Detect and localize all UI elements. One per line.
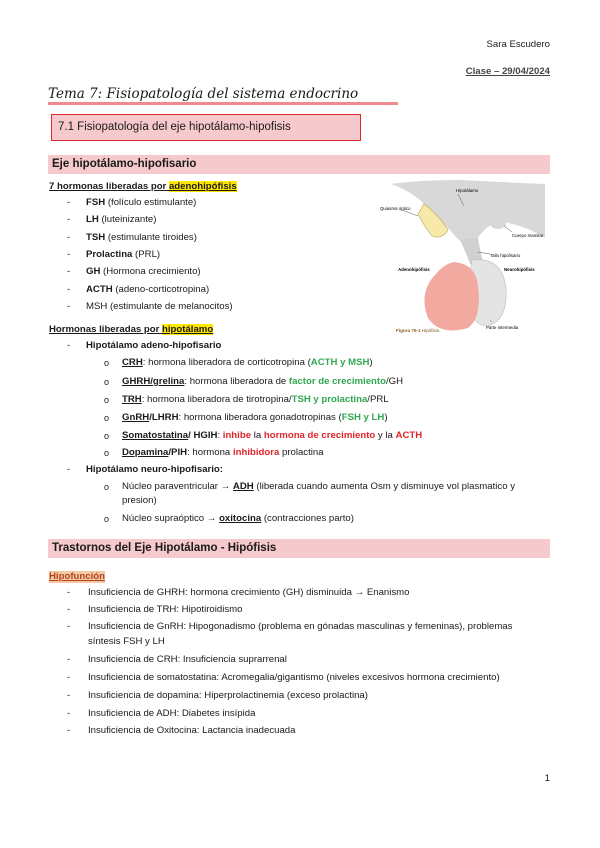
list-item-cont: síntesis FSH y LH bbox=[88, 636, 165, 647]
mammillary-shape bbox=[490, 219, 506, 229]
list-item: FSH (folículo estimulante) bbox=[86, 197, 197, 208]
list-item: Insuficiencia de CRH: Insuficiencia suprarrenal bbox=[88, 654, 287, 665]
author: Sara Escudero bbox=[486, 39, 550, 50]
figure-caption: Figura 75-1 Hipófisis. bbox=[396, 328, 441, 333]
label-chiasm: Quiasma óptico bbox=[380, 206, 411, 211]
list-item: Insuficiencia de GnRH: Hipogonadismo (problema en gónadas masculinas y femeninas), problemas bbox=[88, 621, 513, 632]
label-stalk: Tallo hipofisario bbox=[490, 253, 521, 258]
title-underline bbox=[48, 102, 398, 105]
somatostatina-item: Somatostatina/ HGIH: inhibe la hormona de crecimiento y la ACTH bbox=[122, 430, 423, 441]
pituitary-figure bbox=[380, 180, 550, 340]
list-item: ACTH (adeno-corticotropina) bbox=[86, 284, 210, 295]
trh-item: TRH: hormona liberadora de tirotropina/TSH y prolactina/PRL bbox=[122, 394, 389, 405]
list-item: Insuficiencia de dopamina: Hiperprolactinemia (exceso prolactina) bbox=[88, 690, 368, 701]
list-item: Insuficiencia de TRH: Hipotiroidismo bbox=[88, 604, 243, 615]
list-item: LH (luteinizante) bbox=[86, 214, 157, 225]
list-item: MSH (estimulante de melanocitos) bbox=[86, 301, 233, 312]
section-heading-eje: Eje hipotálamo-hipofisario bbox=[48, 155, 550, 174]
subtitle-box bbox=[51, 114, 361, 141]
label-mammillary: Cuerpo mamilar bbox=[512, 233, 544, 238]
label-hypothalamus: Hipotálamo bbox=[456, 188, 479, 193]
crh-item: CRH: hormona liberadora de corticotropina (ACTH y MSH) bbox=[122, 357, 373, 368]
ghrh-item: GHRH/grelina: hormona liberadora de factor de crecimiento/GH bbox=[122, 376, 404, 387]
list-item: TSH (estimulante tiroides) bbox=[86, 232, 197, 243]
hipofuncion-label: Hipofunción bbox=[49, 571, 105, 582]
adenohypophysis-shape bbox=[424, 262, 478, 330]
label-neuro: Neurohipófisis bbox=[504, 267, 535, 272]
adeno-hipo-label: Hipotálamo adeno-hipofisario bbox=[86, 340, 222, 351]
section-heading-trastornos: Trastornos del Eje Hipotálamo - Hipófisis bbox=[48, 539, 550, 558]
gnrh-item: GnRH/LHRH: hormona liberadora gonadotropinas (FSH y LH) bbox=[122, 412, 388, 423]
list-item: Insuficiencia de GHRH: hormona crecimiento (GH) disminuida → Enanismo bbox=[88, 587, 410, 598]
document-title: Tema 7: Fisiopatología del sistema endocrino bbox=[48, 86, 359, 102]
son-item: Núcleo supraóptico → oxitocina (contracciones parto) bbox=[122, 513, 354, 524]
label-pars: Parte intermedia bbox=[486, 325, 519, 330]
neuro-hipo-label: Hipotálamo neuro-hipofisario: bbox=[86, 464, 223, 475]
list-item: GH (Hormona crecimiento) bbox=[86, 266, 201, 277]
page-number: 1 bbox=[544, 773, 550, 784]
hipo-heading: Hormonas liberadas por hipotálamo bbox=[49, 324, 214, 335]
list-item: Insuficiencia de somatostatina: Acromegalia/gigantismo (niveles excesivos hormona crecimiento) bbox=[88, 672, 500, 683]
pvn-item: Núcleo paraventricular → ADH (liberada cuando aumenta Osm y disminuye vol plasmatico y bbox=[122, 481, 516, 492]
list-item: Insuficiencia de Oxitocina: Lactancia inadecuada bbox=[88, 725, 296, 736]
dopamina-item: Dopamina/PIH: hormona inhibidora prolactina bbox=[122, 447, 324, 458]
adeno-heading: 7 hormonas liberadas por adenohipófisis bbox=[49, 181, 237, 192]
class-date: Clase – 29/04/2024 bbox=[465, 66, 550, 77]
list-item: Prolactina (PRL) bbox=[86, 249, 161, 260]
subtitle: 7.1 Fisiopatología del eje hipotálamo-hipofisis bbox=[58, 121, 291, 133]
list-item: Insuficiencia de ADH: Diabetes insípida bbox=[88, 708, 256, 719]
pvn-item-cont: presion) bbox=[122, 495, 157, 506]
label-adeno: Adenohipófisis bbox=[398, 267, 430, 272]
